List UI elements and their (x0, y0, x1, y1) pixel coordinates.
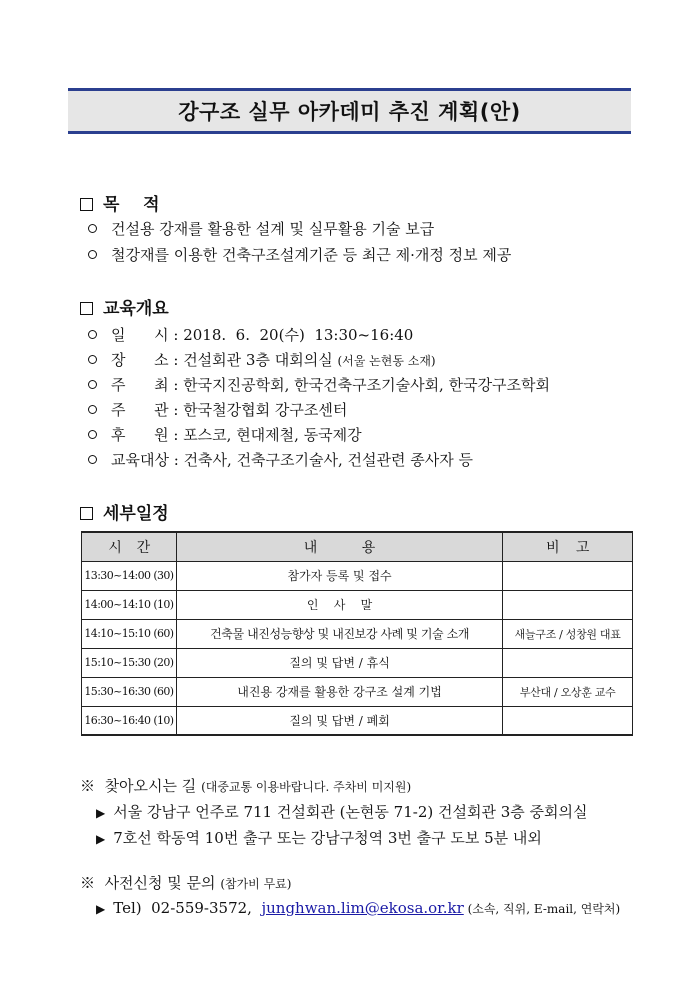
list-item-text: 건설용 강재를 활용한 설계 및 실무활용 기술 보급 (111, 220, 435, 238)
registration-heading (80, 872, 291, 893)
overview-row (88, 375, 550, 395)
circle-bullet-icon (88, 330, 97, 339)
cell-remarks (503, 561, 633, 590)
contact-phone: Tel) 02-559-3572, (113, 899, 262, 917)
cell-content: 건축물 내진성능향상 및 내진보강 사례 및 기술 소개 (176, 619, 502, 648)
registration-title: 사전신청 및 문의 (104, 874, 216, 892)
cell-remarks: 새늘구조 / 성창원 대표 (503, 619, 633, 648)
overview-separator: : (168, 401, 184, 419)
overview-row (88, 325, 413, 345)
section-heading-purpose (80, 190, 160, 215)
overview-separator: : (168, 326, 184, 344)
reference-mark: ※ (80, 777, 96, 795)
reference-mark: ※ (80, 874, 96, 892)
checkbox-square-icon (80, 302, 93, 315)
overview-value: 포스코, 현대제철, 동국제강 (183, 426, 362, 444)
overview-label: 장 소 (111, 351, 169, 369)
overview-separator: : (168, 426, 184, 444)
cell-content: 질의 및 답변 / 휴식 (176, 648, 502, 677)
schedule-table (81, 531, 633, 736)
overview-row (88, 350, 436, 371)
table-row (82, 706, 633, 735)
overview-separator: : (168, 351, 184, 369)
table-header-row (82, 532, 633, 561)
overview-label: 주 최 (111, 376, 169, 394)
directions-heading (80, 775, 411, 796)
triangle-right-icon: ▶ (96, 902, 106, 916)
contact-line (96, 899, 620, 917)
circle-bullet-icon (88, 455, 97, 464)
cell-time: 13:30~14:00 (30) (82, 561, 177, 590)
overview-value: 건축사, 건축구조기술사, 건설관련 종사자 등 (183, 451, 473, 469)
list-item (96, 801, 588, 822)
circle-bullet-icon (88, 430, 97, 439)
overview-value: 한국철강협회 강구조센터 (183, 401, 348, 419)
cell-remarks (503, 590, 633, 619)
column-header-time: 시 간 (82, 532, 177, 561)
directions-note: (대중교통 이용바랍니다. 주차비 미지원) (201, 780, 412, 794)
overview-separator: : (168, 451, 184, 469)
table-row (82, 648, 633, 677)
overview-value: 2018. 6. 20(수) 13:30~16:40 (183, 326, 414, 344)
overview-separator: : (168, 376, 184, 394)
table-row (82, 677, 633, 706)
cell-time: 14:10~15:10 (60) (82, 619, 177, 648)
overview-value: 한국지진공학회, 한국건축구조기술사회, 한국강구조학회 (183, 376, 551, 394)
overview-row (88, 425, 362, 445)
directions-title: 찾아오시는 길 (104, 777, 197, 795)
list-item (96, 827, 542, 848)
cell-content: 질의 및 답변 / 폐회 (176, 706, 502, 735)
list-item (88, 219, 434, 239)
table-row (82, 561, 633, 590)
checkbox-square-icon (80, 507, 93, 520)
document-title: 강구조 실무 아카데미 추진 계획(안) (178, 100, 521, 124)
cell-remarks: 부산대 / 오상훈 교수 (503, 677, 633, 706)
overview-label: 후 원 (111, 426, 169, 444)
overview-label: 주 관 (111, 401, 169, 419)
list-item-text: 철강재를 이용한 건축구조설계기준 등 최근 제·개정 정보 제공 (111, 246, 512, 264)
section-heading-schedule (80, 499, 169, 524)
table-row (82, 619, 633, 648)
overview-row (88, 450, 473, 470)
cell-time: 15:30~16:30 (60) (82, 677, 177, 706)
overview-label: 일 시 (111, 326, 169, 344)
list-item (88, 245, 511, 265)
cell-content: 참가자 등록 및 접수 (176, 561, 502, 590)
circle-bullet-icon (88, 380, 97, 389)
cell-remarks (503, 706, 633, 735)
contact-required-info: (소속, 직위, E-mail, 연락처) (463, 902, 621, 916)
triangle-right-icon: ▶ (96, 832, 106, 846)
overview-row (88, 400, 347, 420)
section-heading-label: 세부일정 (103, 504, 169, 524)
overview-value: 건설회관 3층 대회의실 (183, 351, 338, 369)
contact-email-link[interactable]: junghwan.lim@ekosa.or.kr (261, 899, 464, 917)
section-heading-label: 목 적 (103, 195, 160, 215)
cell-remarks (503, 648, 633, 677)
checkbox-square-icon (80, 198, 93, 211)
registration-note: (참가비 무료) (220, 877, 292, 891)
triangle-right-icon: ▶ (96, 806, 106, 820)
document-title-banner (68, 88, 631, 134)
overview-note: (서울 논현동 소재) (337, 354, 436, 368)
cell-time: 14:00~14:10 (10) (82, 590, 177, 619)
directions-address: 서울 강남구 언주로 711 건설회관 (논현동 71-2) 건설회관 3층 중회의실 (113, 803, 588, 821)
circle-bullet-icon (88, 250, 97, 259)
circle-bullet-icon (88, 355, 97, 364)
directions-transit: 7호선 학동역 10번 출구 또는 강남구청역 3번 출구 도보 5분 내외 (113, 829, 542, 847)
section-heading-label: 교육개요 (103, 299, 169, 319)
circle-bullet-icon (88, 224, 97, 233)
cell-time: 15:10~15:30 (20) (82, 648, 177, 677)
column-header-remarks: 비 고 (503, 532, 633, 561)
column-header-content: 내 용 (176, 532, 502, 561)
cell-content: 인 사 말 (176, 590, 502, 619)
cell-time: 16:30~16:40 (10) (82, 706, 177, 735)
overview-label: 교육대상 (111, 451, 169, 469)
circle-bullet-icon (88, 405, 97, 414)
table-row (82, 590, 633, 619)
cell-content: 내진용 강재를 활용한 강구조 설계 기법 (176, 677, 502, 706)
section-heading-overview (80, 294, 169, 319)
